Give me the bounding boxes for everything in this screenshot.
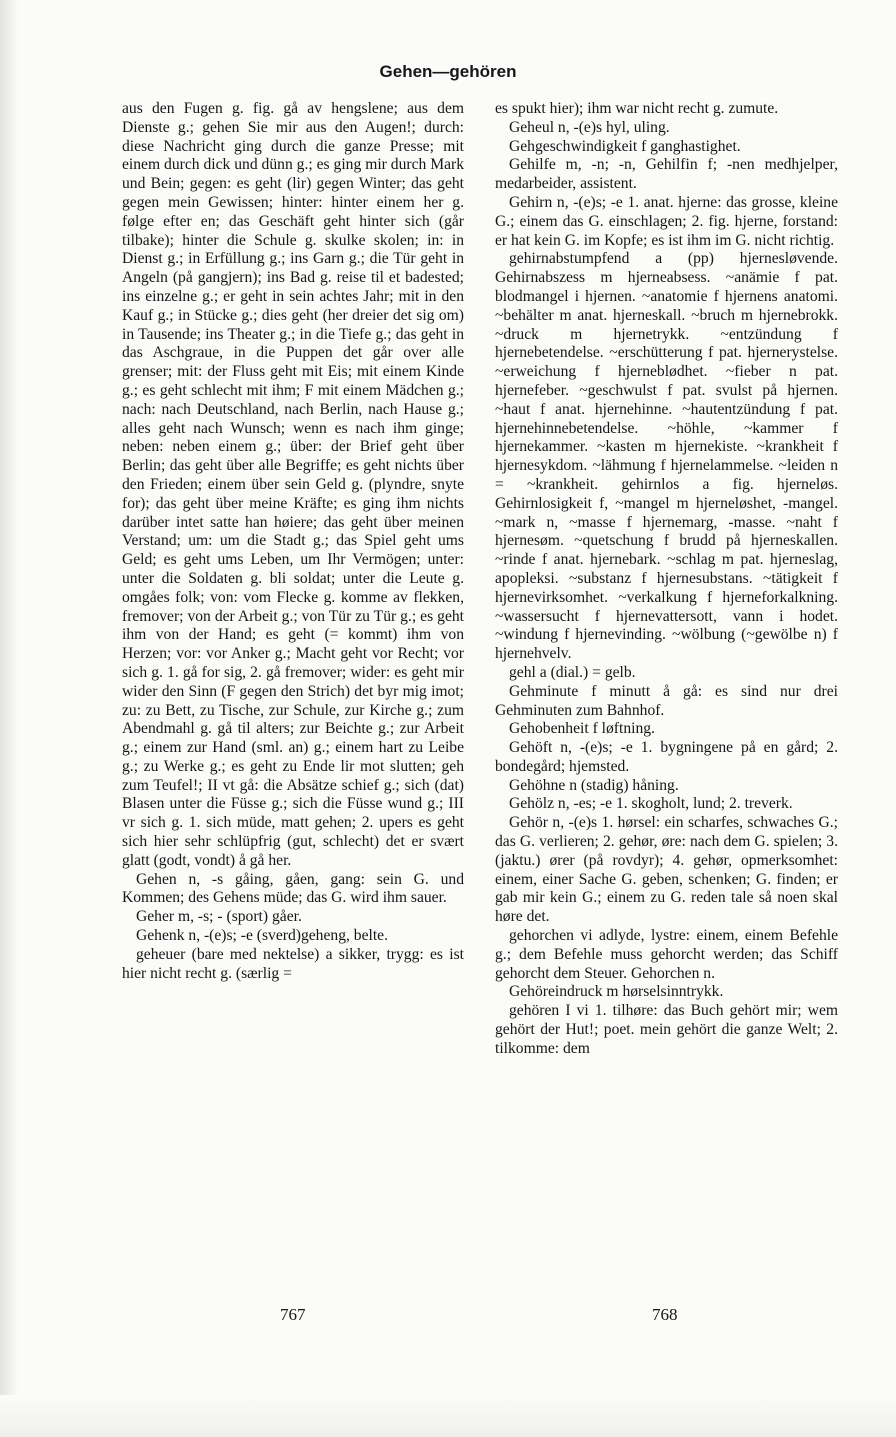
entry-gehorchen: gehorchen vi adlyde, lystre: einem, einem Befehle g.; dem Befehle muss gehorcht werden; das Schiff gehorcht dem Steuer. Gehorchen n. (495, 927, 838, 982)
entry-gehirn-compounds: gehirnabstumpfend a (pp) hjernesløvende. Gehirnabszess m hjerneabsess. ~anämie f pat. blodmangel i hjernen. ~anatomie f hjernens anatomi. ~behälter m anat. hjerneskall. ~bruch m hjernebrokk. ~druck m hjernetrykk. ~entzündung f hjernebetendelse. ~erschütterung f pat. hjernerystelse. ~erweichung f hjerneblødhet. ~fieber n pat. hjernefeber. ~geschwulst f pat. svulst på hjernen. ~haut f anat. hjernehinne. ~hautentzündung f pat. hjernehinnebetendelse. ~höhle, ~kammer f hjernekammer. ~kasten m hjernekiste. ~krankheit f hjernesykdom. ~lähmung f hjernelammelse. ~leiden n = ~krankheit. gehirnlos a fig. hjerneløs. Gehirnlosigkeit f, ~mangel m hjerneløshet, -mangel. ~mark n, ~masse f hjernemarg, -masse. ~naht f hjernesøm. ~quetschung f brudd på hjerneskallen. ~rinde f anat. hjernebark. ~schlag m pat. hjerneslag, apopleksi. ~substanz f hjernesubstans. ~tätigkeit f hjernevirksomhet. ~verkalkung f hjerneforkalkning. ~wassersucht f hjernevattersott, vann i hodet. ~windung f hjernevinding. ~wölbung (~gewölbe n) f hjernehvelv. (495, 250, 838, 663)
entry-geheuer: geheuer (bare med nektelse) a sikker, trygg: es ist hier nicht recht g. (særlig = (122, 945, 464, 982)
entry-gehilfe: Gehilfe m, -n; -n, Gehilfin f; -nen medhjelper, medarbeider, assistent. (495, 156, 838, 193)
running-header: Gehen—gehören (379, 62, 517, 81)
entry-gehoehne: Gehöhne n (stadig) håning. (509, 776, 679, 794)
entry-gehen-noun: Gehen n, -s gåing, gåen, gang: sein G. und Kommen; des Gehens müde; das G. wird ihm sauer. (122, 870, 464, 907)
entry-gehgeschwindigkeit: Gehgeschwindigkeit f ganghastighet. (509, 137, 741, 155)
entry-gehl: gehl a (dial.) = gelb. (509, 663, 636, 681)
entry-gehoeren: gehören I vi 1. tilhøre: das Buch gehört mir; wem gehört der Hut!; poet. mein gehört die ganze Welt; 2. tilkomme: dem (495, 1002, 838, 1057)
entry-geher: Geher m, -s; - (sport) gåer. (136, 908, 302, 926)
right-column (495, 100, 838, 1059)
entry-geheul: Geheul n, -(e)s hyl, uling. (509, 118, 670, 136)
entry-gehenk: Gehenk n, -(e)s; -e (sverd)geheng, belte. (136, 927, 388, 945)
entry-gehoer: Gehör n, -(e)s 1. hørsel: ein scharfes, schwaches G.; das G. verlieren; 2. gehør, øre: nach dem G. spielen; 3. (jaktu.) ører (på rovdyr); 4. gehør, opmerksomhet: einem, einer Sache G. geben, schenken; G. finden; er gab mir kein G.; einem zu G. reden tale så noen skal høre det. (495, 814, 838, 926)
entry-gehoeft: Gehöft n, -(e)s; -e 1. bygningene på en gård; 2. bondegård; hjemsted. (495, 739, 838, 775)
page-number-left: 767 (280, 1305, 306, 1324)
page-bottom-edge (0, 1395, 896, 1437)
page-left-edge (0, 0, 18, 1437)
entry-geheuer-continued: es spukt hier); ihm war nicht recht g. zumute. (495, 100, 779, 117)
entry-gehoelz: Gehölz n, -es; -e 1. skogholt, lund; 2. treverk. (509, 795, 793, 813)
page-number-right: 768 (652, 1305, 678, 1324)
entry-gehen-continued: aus den Fugen g. fig. gå av hengslene; aus dem Dienste g.; gehen Sie mir aus den Augen!; durch: diese Nachricht ging durch die ganze Presse; mit einem durch dick und dünn g.; es ging mir durch Mark und Bein; gegen: es geht (lir) gegen Winter; das geht gegen mein Gewissen; hinter: hinter einem her g. følge efter en; das Geschäft geht hinter sich (går tilbake); hinter die Schule g. skulke skolen; in: in Dienst g.; in Erfüllung g.; ins Garn g.; die Tür geht in Angeln (på gangjern); ins Bad g. reise til et badested; ins einzelne g.; er geht in sein achtes Jahr; mit in den Kauf g.; in Stücke g.; dies geht (her dreier det sig om) in Tausende; ins Theater g.; in die Tiefe g.; das geht in das Aschgraue, in die Puppen det går over alle grenser; mit: der Fluss geht mit Eis; mit einem Kinde g.; es geht schlecht mit ihm; F mit einem Mädchen g.; nach: nach Deutschland, nach Berlin, nach Hause g.; alles geht nach Wunsch; wenn es nach ihm ginge; neben: neben einem g.; über: der Brief geht über Berlin; das geht über alle Begriffe; es geht nichts über den Frieden; einem über sein Geld g. (plyndre, snyte for); das geht über meine Kräfte; es ging ihm nichts darüber intet satte han høiere; das geht über meinen Verstand; um: um die Stadt g.; das Spiel geht ums Geld; es geht ums Leben, um Ihr Vermögen; unter: unter die Soldaten g. bli soldat; unter die Leute g. omgåes folk; von: vom Flecke g. komme av flekken, fremover; von der Arbeit g.; von Tür zu Tür g.; es geht ihm von der Hand; es geht (= kommt) ihm von Herzen; vor: vor Anker g.; Macht geht vor Recht; vor sich g. 1. gå for sig, 2. gå fremover; wider: es geht mir wider den Sinn (F gegen den Strich) det byr mig imot; zu: zu Bett, zu Tische, zur Schule, zur Kirche g.; zum Abendmahl g. gå til alters; zur Beichte g.; zur Arbeit g.; einem zur Hand (sml. an) g.; einem hart zu Leibe g.; zu Werke g.; es geht zu Ende lir mot slutten; geh zum Teufel!; II vt gå: die Absätze schief g.; sich (dat) Blasen unter die Füsse g.; sich die Füsse wund g.; III vr sich g. 1. sich müde, matt gehen; 2. upers es geht sich hier sehr schlüpfrig (gut, schlecht) det er svært glatt (godt, vondt) å gå her. (122, 100, 464, 869)
entry-gehobenheit: Gehobenheit f løftning. (509, 720, 655, 738)
entry-gehirn: Gehirn n, -(e)s; -e 1. anat. hjerne: das grosse, kleine G.; einem das G. einschlagen; 2. fig. hjerne, forstand: er hat kein G. im Kopfe; es ist ihm im G. nicht richtig. (495, 193, 838, 249)
entry-gehoereindruck: Gehöreindruck m hørselsinntrykk. (509, 983, 724, 1001)
left-column (122, 100, 464, 983)
entry-gehminute: Gehminute f minutt å gå: es sind nur drei Gehminuten zum Bahnhof. (495, 682, 838, 719)
